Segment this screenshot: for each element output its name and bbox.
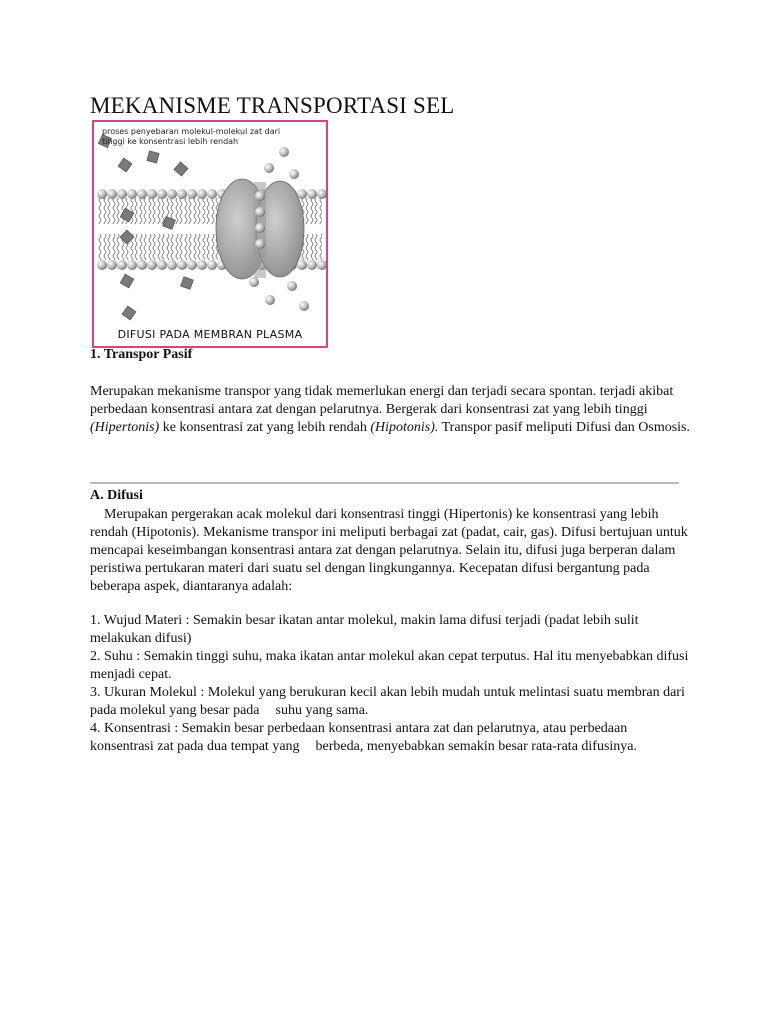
term-hipertonis: (Hipertonis) xyxy=(90,420,160,435)
list-item xyxy=(90,720,690,756)
list-item: 1. Wujud Materi : Semakin besar ikatan antar molekul, makin lama difusi terjadi (padat lebih sulit melakukan difusi) xyxy=(90,613,639,646)
section-heading-transpor-pasif: 1. Transpor Pasif xyxy=(90,347,193,362)
paragraph-transpor-pasif xyxy=(90,383,690,437)
paragraph-difusi xyxy=(90,506,690,596)
paragraph-text-b: ke konsentrasi zat yang lebih rendah xyxy=(159,420,371,435)
figure-note: proses penyebaran molekul-molekul zat dari tinggi ke konsentrasi lebih rendah xyxy=(102,127,281,146)
section-heading-difusi: A. Difusi xyxy=(90,488,143,503)
paragraph-text-a: Merupakan mekanisme transpor yang tidak memerlukan energi dan terjadi secara spontan. terjadi akibat perbedaan konsentrasi antara zat dengan pelarutnya. Bergerak dari konsentrasi zat yang lebih tinggi xyxy=(90,384,674,417)
large-molecules xyxy=(98,134,193,320)
figure-caption: DIFUSI PADA MEMBRAN PLASMA xyxy=(117,328,303,341)
diffusion-figure xyxy=(92,120,328,348)
list-item-text: berbeda, menyebabkan semakin besar rata-rata difusinya. xyxy=(315,739,638,754)
paragraph-difusi-text: Merupakan pergerakan acak molekul dari konsentrasi tinggi (Hipertonis) ke konsentrasi yang lebih rendah (Hipotonis). Mekanisme transpor ini meliputi berbagai zat (padat, cair, gas). Difusi bertujuan untuk mencapai keseimbangan konsentrasi antara zat dengan pelarutnya. Selain itu, difusi juga berperan dalam peristiwa pertukaran materi dari suatu sel dengan lingkungannya. Kecepatan difusi bergantung pada beberapa aspek, diantaranya adalah: xyxy=(90,507,688,594)
list-item-text: suhu yang sama. xyxy=(275,703,369,718)
term-hipotonis: (Hipotonis). xyxy=(370,420,439,435)
list-item-text: 3. Ukuran Molekul : Molekul yang berukuran kecil akan lebih mudah untuk melintasi suatu membran dari pada molekul yang besar pada xyxy=(90,685,685,718)
list-item: 2. Suhu : Semakin tinggi suhu, maka ikatan antar molekul akan cepat terputus. Hal itu menyebabkan difusi menjadi cepat. xyxy=(90,649,689,682)
diffusion-factor-list xyxy=(90,612,690,756)
page-title: MEKANISME TRANSPORTASI SEL xyxy=(90,93,455,118)
paragraph-text-c: Transpor pasif meliputi Difusi dan Osmosis. xyxy=(438,420,690,435)
membrane-illustration xyxy=(94,122,326,346)
list-item xyxy=(90,684,690,720)
section-divider xyxy=(90,482,679,484)
list-item-text: 4. Konsentrasi : Semakin besar perbedaan konsentrasi antara zat dan pelarutnya, atau perbedaan konsentrasi zat pada dua tempat yang xyxy=(90,721,628,754)
